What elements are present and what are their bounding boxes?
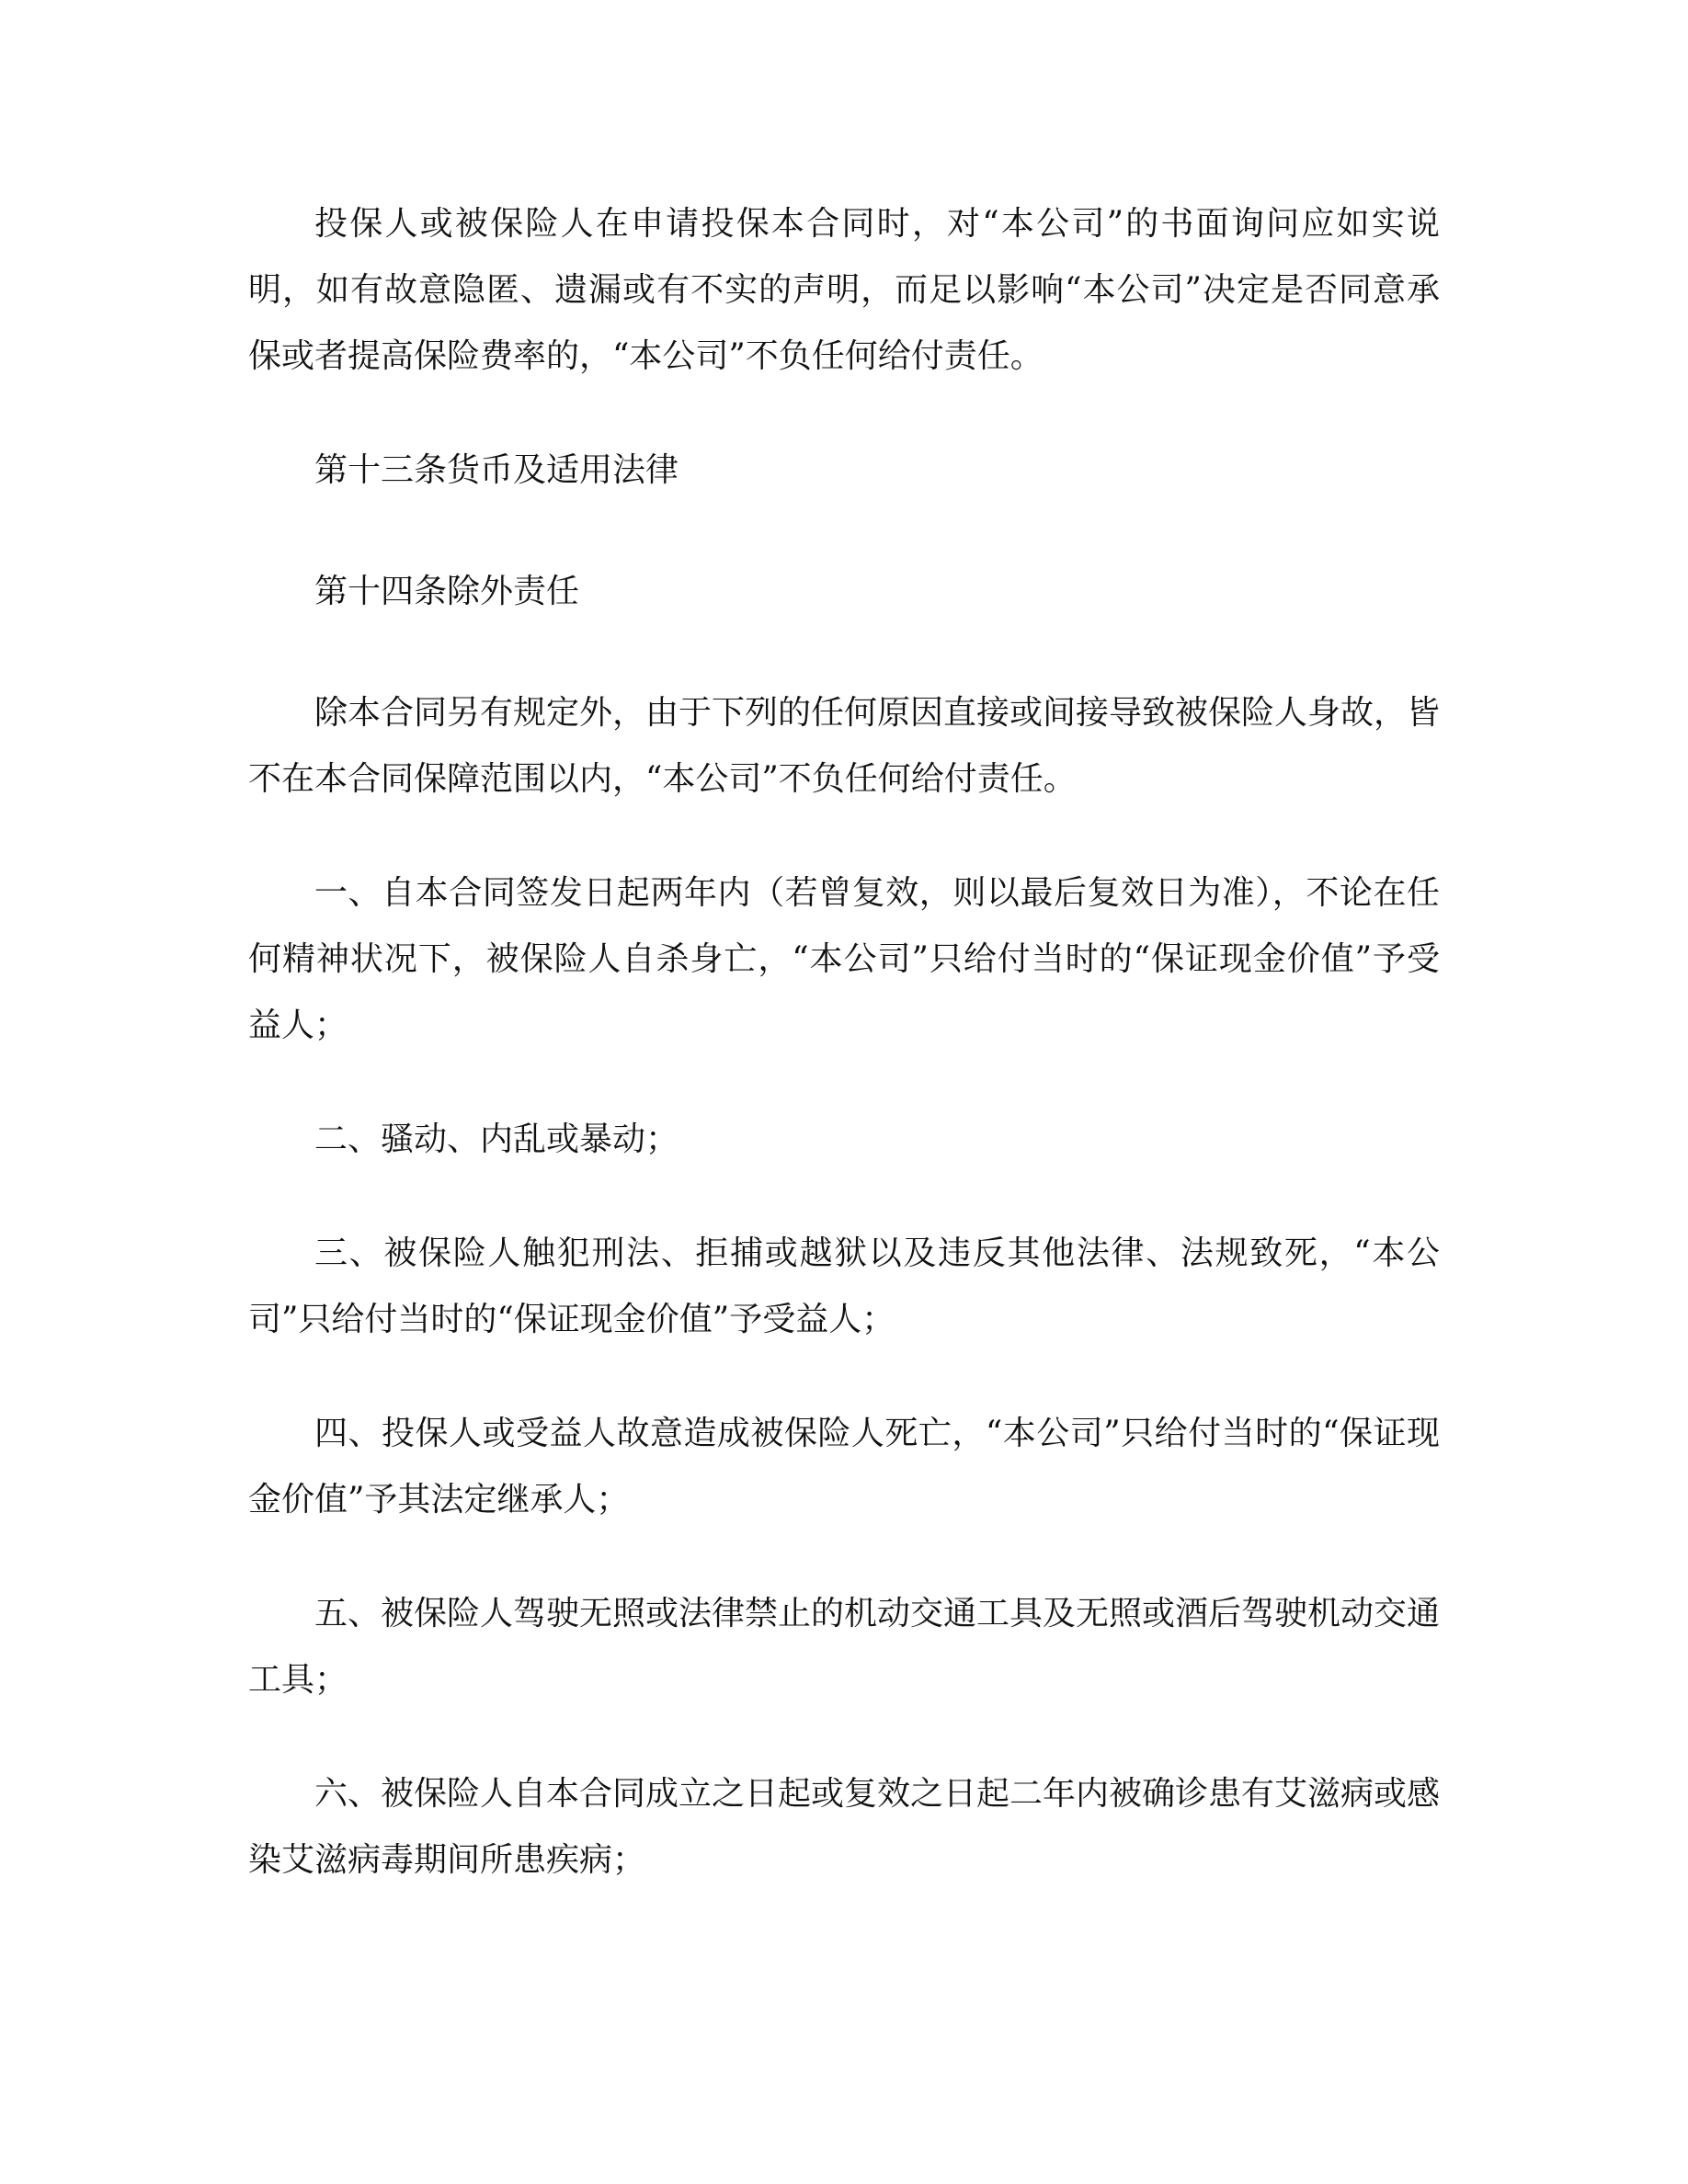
list-item-exclusion-3: 三、被保险人触犯刑法、拒捕或越狱以及违反其他法律、法规致死，“本公司”只给付当时的“保证现金价值”予受益人；: [248, 1234, 1440, 1338]
list-item-exclusion-6: 六、被保险人自本合同成立之日起或复效之日起二年内被确诊患有艾滋病或感染艾滋病毒期间所患疾病；: [248, 1775, 1441, 1879]
list-item-exclusion-5: 五、被保险人驾驶无照或法律禁止的机动交通工具及无照或酒后驾驶机动交通工具；: [248, 1595, 1441, 1699]
paragraph-disclosure: 投保人或被保险人在申请投保本合同时，对“本公司”的书面询问应如实说明，如有故意隐匿、遗漏或有不实的声明，而足以影响“本公司”决定是否同意承保或者提高保险费率的，“本公司”不负任何给付责任。: [248, 205, 1440, 375]
document-body: [248, 191, 1440, 1941]
list-item-exclusion-1: 一、自本合同签发日起两年内（若曾复效，则以最后复效日为准），不论在任何精神状况下，被保险人自杀身亡，“本公司”只给付当时的“保证现金价值”予受益人；: [248, 874, 1440, 1044]
list-item-exclusion-4: 四、投保人或受益人故意造成被保险人死亡，“本公司”只给付当时的“保证现金价值”予其法定继承人；: [248, 1415, 1440, 1519]
paragraph-exclusions-intro: 除本合同另有规定外，由于下列的任何原因直接或间接导致被保险人身故，皆不在本合同保障范围以内，“本公司”不负任何给付责任。: [248, 694, 1441, 798]
heading-article-13: 第十三条货币及适用法律: [314, 451, 679, 489]
list-item-exclusion-2: 二、骚动、内乱或暴动；: [314, 1120, 679, 1158]
heading-article-14: 第十四条除外责任: [314, 573, 580, 610]
